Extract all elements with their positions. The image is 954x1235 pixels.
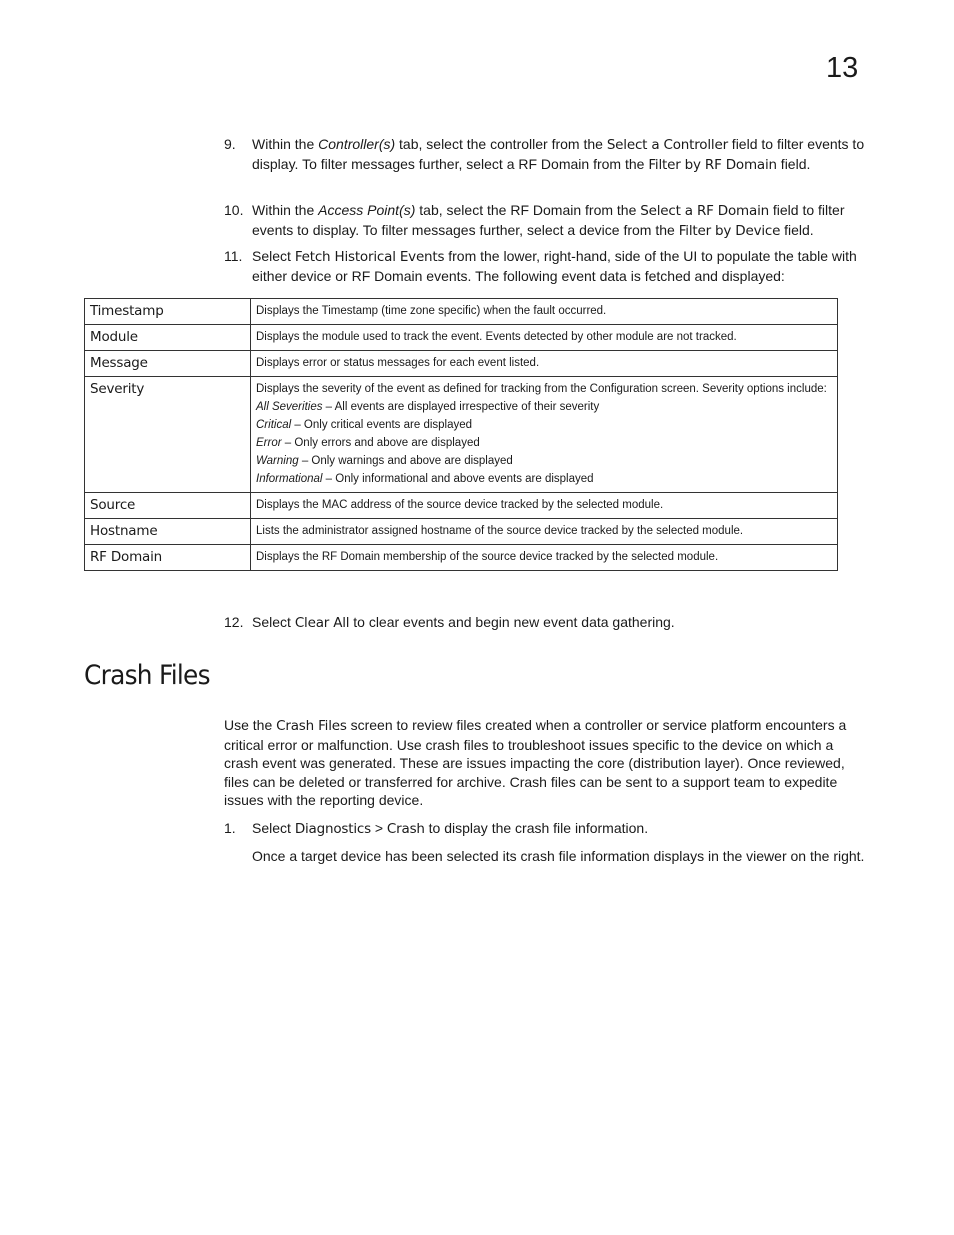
crash-step-1 [224, 819, 870, 839]
ui-label: Fetch Historical Events [294, 249, 445, 265]
table-row [85, 545, 838, 571]
ui-label: Filter by Device [678, 222, 781, 239]
severity-option: All Severities – All events are displayed irrespective of their severity [256, 401, 600, 413]
ui-label: Select a RF Domain [640, 203, 769, 219]
definition-text: Displays the MAC address of the source device tracked by the selected module. [256, 499, 664, 511]
definition-text: Displays the Timestamp (time zone specific) when the fault occurred. [256, 305, 607, 317]
ui-label: Diagnostics [294, 821, 371, 837]
step-number: 10. [224, 202, 244, 218]
ui-label: Clear All [294, 615, 350, 631]
row-definition [251, 325, 838, 351]
section-intro: Use the Crash Files screen to review files created when a controller or service platform encounters a critical error or malfunction. Use crash files to troubleshoot issues specific to the device on which a crash event was generated. These are issues impacting the core (distribution layer). Once reviewed, files can be deleted or transferred for archive. Crash files can be sent to a support team to expedite issues with the reporting device. [224, 717, 847, 808]
table-row [85, 299, 838, 325]
row-definition [251, 351, 838, 377]
ui-label: Crash [386, 821, 425, 837]
severity-option: Error – Only errors and above are displayed [256, 437, 480, 449]
table-row [85, 519, 838, 545]
step-12 [224, 613, 870, 633]
row-term: Hostname [85, 519, 251, 545]
step-number: 9. [224, 136, 236, 152]
row-term: Message [85, 351, 251, 377]
step-10 [224, 201, 870, 240]
row-definition [251, 545, 838, 571]
definition-text: Displays the severity of the event as defined for tracking from the Configuration screen. Severity options include: [256, 383, 827, 395]
step-text: Select Clear All to clear events and begin new event data gathering. [252, 614, 675, 631]
severity-option: Warning – Only warnings and above are displayed [256, 455, 513, 467]
table-row [85, 493, 838, 519]
crash-step-1-note [224, 847, 870, 866]
row-term: Timestamp [85, 299, 251, 325]
step-number: 11. [224, 248, 243, 264]
row-definition [251, 377, 838, 493]
definition-text: Displays the RF Domain membership of the source device tracked by the selected module. [256, 551, 719, 563]
section-title: Crash Files [84, 660, 210, 691]
row-term: Module [85, 325, 251, 351]
row-term: Source [85, 493, 251, 519]
table-row [85, 351, 838, 377]
step-text: Within the Access Point(s) tab, select the RF Domain from the Select a RF Domain field to filter events to display. To filter messages further, select a device from the Filter by Device field. [252, 202, 845, 239]
row-term: RF Domain [85, 545, 251, 571]
step-number: 12. [224, 614, 244, 630]
step-text: Select Fetch Historical Events from the lower, right-hand, side of the UI to populate the table with either device or RF Domain events. The following event data is fetched and displayed: [252, 248, 857, 284]
table-row [85, 325, 838, 351]
row-term: Severity [85, 377, 251, 493]
italic-term: Access Point(s) [318, 202, 416, 218]
definition-text: Lists the administrator assigned hostname of the source device tracked by the selected module. [256, 525, 744, 537]
step-text: Within the Controller(s) tab, select the controller from the Select a Controller field to filter events to display. To filter messages further, select a RF Domain from the Filter by RF Domain field. [252, 136, 865, 173]
step-9 [224, 135, 870, 174]
step-text: Select Diagnostics > Crash to display the crash file information. [252, 820, 649, 837]
severity-option: Informational – Only informational and above events are displayed [256, 473, 594, 485]
row-definition [251, 299, 838, 325]
table-row [85, 377, 838, 493]
italic-term: Controller(s) [318, 136, 396, 152]
ui-label: Crash Files [276, 718, 347, 734]
row-definition [251, 519, 838, 545]
ui-label: Select a Controller [606, 137, 728, 153]
step-note: Once a target device has been selected its crash file information displays in the viewer on the right. [252, 848, 865, 864]
row-definition [251, 493, 838, 519]
definition-text: Displays the module used to track the event. Events detected by other module are not tracked. [256, 331, 737, 343]
severity-option: Critical – Only critical events are displayed [256, 419, 473, 431]
chapter-number: 13 [826, 52, 859, 84]
definition-text: Displays error or status messages for each event listed. [256, 357, 540, 369]
step-11 [224, 247, 870, 285]
step-number: 1. [224, 820, 236, 836]
ui-label: Filter by RF Domain [648, 156, 777, 173]
event-data-table [84, 298, 838, 571]
